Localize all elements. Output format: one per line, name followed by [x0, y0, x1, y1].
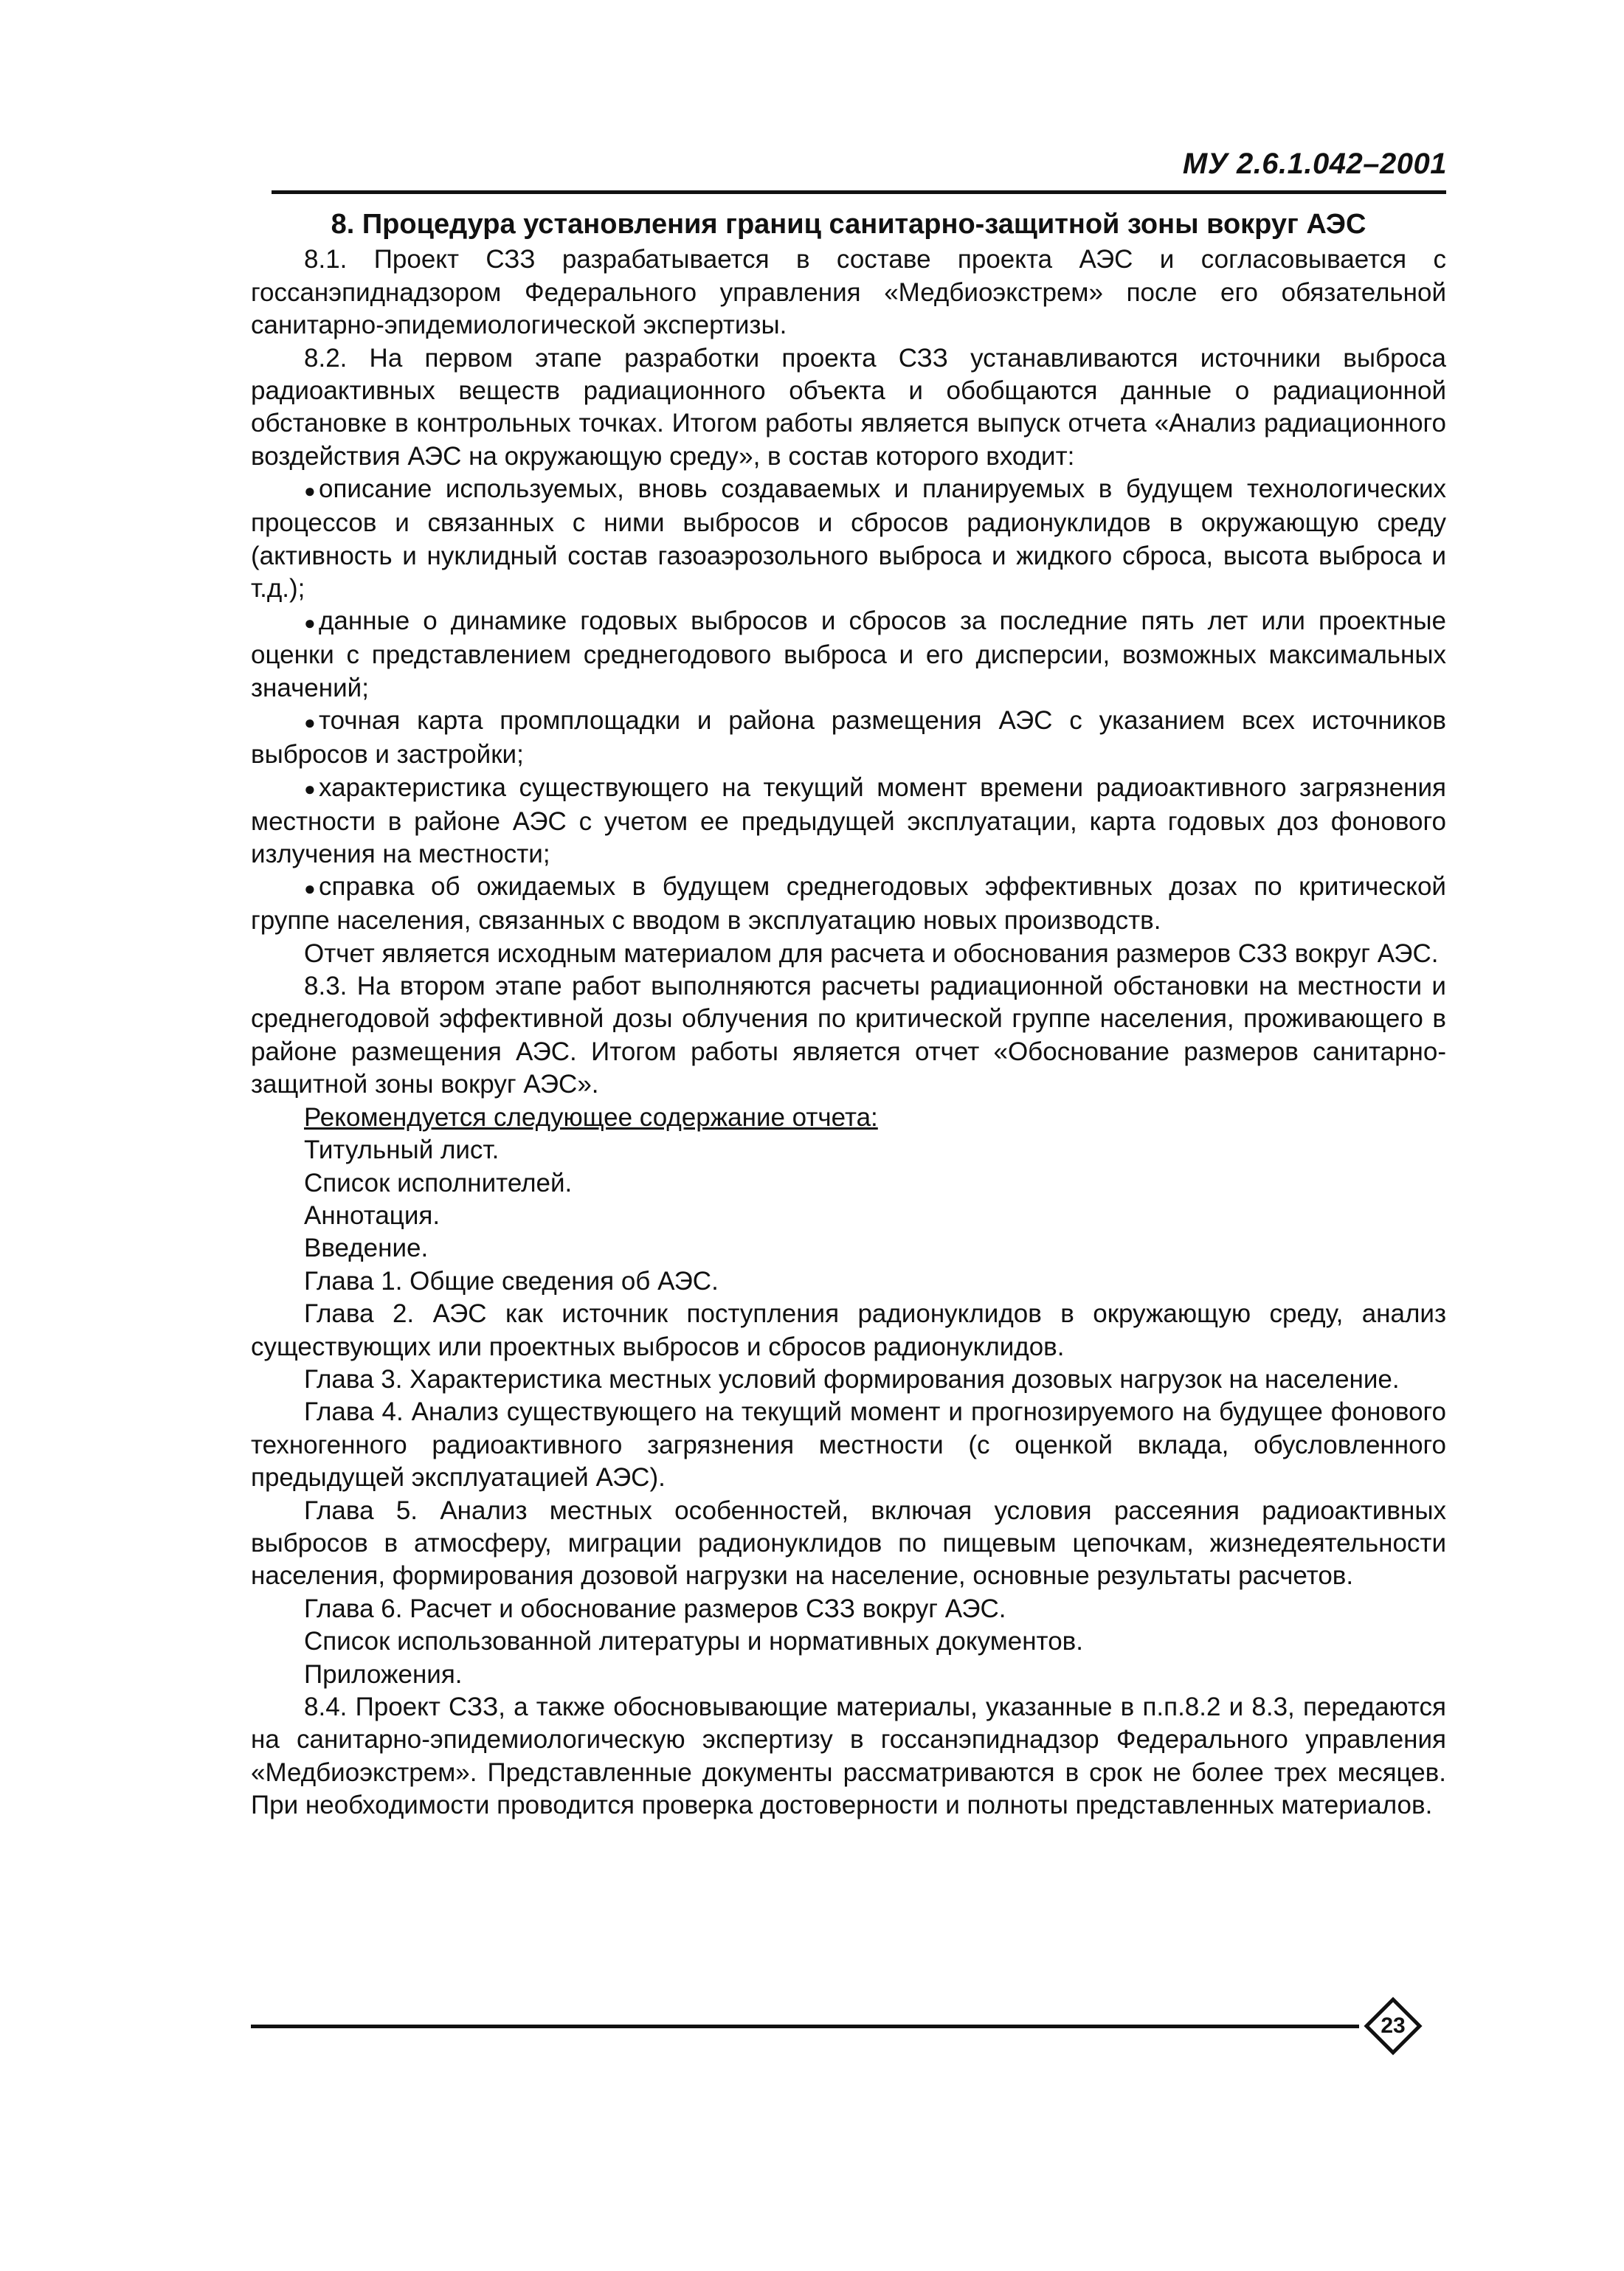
bullet-text: справка об ожидаемых в будущем среднегодовых эффективных дозах по критической группе населения, связанных с вводом в эксплуатацию новых производств. — [251, 872, 1446, 936]
bullet-text: данные о динамике годовых выбросов и сбросов за последние пять лет или проектные оценки с представлением среднегодового выброса и его дисперсии, возможных максимальных значений; — [251, 606, 1446, 702]
bullet-item — [251, 605, 1446, 705]
contents-item: Глава 5. Анализ местных особенностей, включая условия рассеяния радиоактивных выбросов в атмосферу, миграции радионуклидов по пищевым цепочкам, жизнедеятельности населения, формирования дозовой нагрузки на население, основные результаты расчетов. — [251, 1496, 1446, 1591]
paragraph-8-4: 8.4. Проект СЗЗ, а также обосновывающие материалы, указанные в п.п.8.2 и 8.3, передаются на санитарно-эпидемиологическую экспертизу в госсанэпиднадзор Федерального управления «Медбиоэкстрем». Представленные документы рассматриваются в срок не более трех месяцев. При необходимости проводится проверка достоверности и полноты представленных материалов. — [251, 1693, 1446, 1820]
contents-item: Список использованной литературы и нормативных документов. — [304, 1627, 1083, 1656]
bullet-text: описание используемых, вновь создаваемых и планируемых в будущем технологических процессов и связанных с ними выбросов и сбросов радионуклидов в окружающую среду (активность и нуклидный состав газоаэрозольного выброса и жидкого сброса, высота выброса и т.д.); — [251, 474, 1446, 604]
footer-rule — [251, 2025, 1359, 2028]
page-body — [251, 208, 1446, 1822]
contents-item: Глава 6. Расчет и обоснование размеров СЗЗ вокруг АЭС. — [304, 1594, 1006, 1623]
bullet-item — [251, 705, 1446, 771]
paragraph-8-3: 8.3. На втором этапе работ выполняются расчеты радиационной обстановки на местности и среднегодовой эффективной дозы облучения по критической группе населения, проживающего в районе размещения АЭС. Итогом работы является отчет «Обоснование размеров санитарно-защитной зоны вокруг АЭС». — [251, 972, 1446, 1099]
header-rule — [272, 190, 1446, 194]
bullet-text: характеристика существующего на текущий момент времени радиоактивного загрязнения местности в районе АЭС с учетом ее предыдущей эксплуатации, карта годовых доз фонового излучения на местности; — [251, 772, 1446, 868]
document-code: МУ 2.6.1.042–2001 — [1182, 148, 1447, 180]
contents-item: Аннотация. — [304, 1200, 440, 1230]
contents-item: Введение. — [304, 1234, 429, 1263]
contents-heading — [251, 1102, 1446, 1134]
bullet-item — [251, 871, 1446, 937]
contents-item: Глава 3. Характеристика местных условий формирования дозовых нагрузок на население. — [304, 1364, 1400, 1394]
contents-item: Глава 4. Анализ существующего на текущий момент и прогнозируемого на будущее фонового техногенного радиоактивного загрязнения местности (с оценкой вклада, обусловленного предыдущей эксплуатацией АЭС). — [251, 1397, 1446, 1493]
paragraph-8-1: 8.1. Проект СЗЗ разрабатывается в составе проекта АЭС и согласовывается с госсанэпиднадзором Федерального управления «Медбиоэкстрем» после его обязательной санитарно-эпидемиологической экспертизы. — [251, 245, 1446, 340]
page-number: 23 — [1381, 2014, 1406, 2038]
contents-item: Приложения. — [304, 1659, 463, 1689]
section-title: 8. Процедура установления границ санитарно-защитной зоны вокруг АЭС — [331, 209, 1366, 240]
bullet-item — [251, 473, 1446, 605]
bullet-icon: ● — [304, 778, 316, 801]
contents-heading-text: Рекомендуется следующее содержание отчета: — [304, 1102, 878, 1132]
bullet-text: точная карта промплощадки и района размещения АЭС с указанием всех источников выбросов и застройки; — [251, 706, 1446, 770]
report-note: Отчет является исходным материалом для расчета и обоснования размеров СЗЗ вокруг АЭС. — [304, 939, 1439, 968]
contents-item: Глава 1. Общие сведения об АЭС. — [304, 1266, 719, 1296]
bullet-icon: ● — [304, 611, 316, 634]
bullet-icon: ● — [304, 877, 316, 899]
bullet-icon: ● — [304, 479, 316, 502]
bullet-item — [251, 772, 1446, 871]
bullet-icon: ● — [304, 711, 316, 733]
contents-item: Список исполнителей. — [304, 1168, 573, 1197]
paragraph-8-2: 8.2. На первом этапе разработки проекта СЗЗ устанавливаются источники выброса радиоактивных веществ радиационного объекта и обобщаются данные о радиационной обстановке в контрольных точках. Итогом работы является выпуск отчета «Анализ радиационного воздействия АЭС на окружающую среду», в состав которого входит: — [251, 343, 1446, 471]
contents-item: Титульный лист. — [304, 1136, 500, 1165]
contents-item: Глава 2. АЭС как источник поступления радионуклидов в окружающую среду, анализ существующих или проектных выбросов и сбросов радионуклидов. — [251, 1299, 1446, 1361]
